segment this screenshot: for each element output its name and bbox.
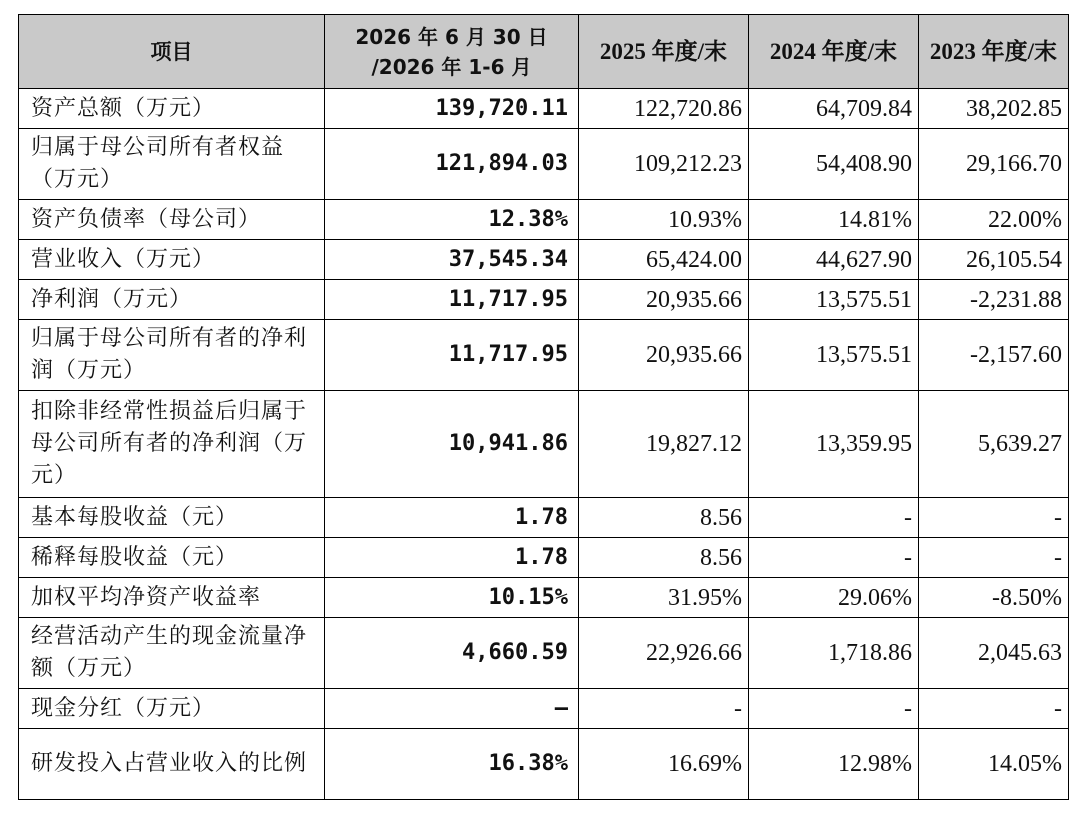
cell-2025: 109,212.23 [579, 129, 749, 200]
table-header-row [19, 15, 1069, 89]
cell-2024: 13,575.51 [749, 280, 919, 320]
row-label: 稀释每股收益（元） [19, 538, 325, 578]
cell-2023: -2,157.60 [919, 320, 1069, 391]
cell-2025: 20,935.66 [579, 320, 749, 391]
header-2023: 2023 年度/末 [919, 15, 1069, 89]
cell-2026: 11,717.95 [325, 320, 579, 391]
cell-2024: - [749, 538, 919, 578]
cell-2025: 10.93% [579, 200, 749, 240]
header-2025: 2025 年度/末 [579, 15, 749, 89]
cell-2026: 10,941.86 [325, 391, 579, 498]
row-label: 资产总额（万元） [19, 89, 325, 129]
cell-2024: 54,408.90 [749, 129, 919, 200]
cell-2025: 19,827.12 [579, 391, 749, 498]
table-row [19, 729, 1069, 800]
row-label: 资产负债率（母公司） [19, 200, 325, 240]
cell-2026: 4,660.59 [325, 618, 579, 689]
cell-2026: 1.78 [325, 538, 579, 578]
row-label: 基本每股收益（元） [19, 498, 325, 538]
table-row [19, 320, 1069, 391]
table-row [19, 578, 1069, 618]
cell-2026: 10.15% [325, 578, 579, 618]
cell-2025: 20,935.66 [579, 280, 749, 320]
header-2026-line2: /2026 年 1-6 月 [371, 54, 532, 79]
header-2026 [325, 15, 579, 89]
header-item: 项目 [19, 15, 325, 89]
cell-2023: 5,639.27 [919, 391, 1069, 498]
financial-indicators-table [18, 14, 1069, 800]
cell-2023: - [919, 538, 1069, 578]
row-label: 营业收入（万元） [19, 240, 325, 280]
cell-2023: -2,231.88 [919, 280, 1069, 320]
cell-2023: -8.50% [919, 578, 1069, 618]
row-label: 研发投入占营业收入的比例 [19, 729, 325, 800]
table-row [19, 280, 1069, 320]
cell-2025: 122,720.86 [579, 89, 749, 129]
cell-2026: 121,894.03 [325, 129, 579, 200]
cell-2026: 37,545.34 [325, 240, 579, 280]
row-label: 经营活动产生的现金流量净额（万元） [19, 618, 325, 689]
row-label: 净利润（万元） [19, 280, 325, 320]
cell-2025: - [579, 689, 749, 729]
cell-2023: 22.00% [919, 200, 1069, 240]
cell-2025: 22,926.66 [579, 618, 749, 689]
table-row [19, 240, 1069, 280]
cell-2026: 11,717.95 [325, 280, 579, 320]
cell-2023: - [919, 498, 1069, 538]
cell-2024: - [749, 689, 919, 729]
cell-2025: 65,424.00 [579, 240, 749, 280]
row-label: 现金分红（万元） [19, 689, 325, 729]
row-label: 加权平均净资产收益率 [19, 578, 325, 618]
cell-2025: 16.69% [579, 729, 749, 800]
cell-2023: 14.05% [919, 729, 1069, 800]
cell-2026: 1.78 [325, 498, 579, 538]
cell-2026: 12.38% [325, 200, 579, 240]
table-row [19, 129, 1069, 200]
cell-2024: 29.06% [749, 578, 919, 618]
table-row [19, 538, 1069, 578]
cell-2026: – [325, 689, 579, 729]
cell-2023: 38,202.85 [919, 89, 1069, 129]
cell-2024: 14.81% [749, 200, 919, 240]
cell-2024: 1,718.86 [749, 618, 919, 689]
financial-table-container [18, 14, 1069, 800]
cell-2026: 16.38% [325, 729, 579, 800]
cell-2023: 26,105.54 [919, 240, 1069, 280]
table-row [19, 498, 1069, 538]
row-label: 扣除非经常性损益后归属于母公司所有者的净利润（万元） [19, 391, 325, 498]
cell-2024: - [749, 498, 919, 538]
table-row [19, 89, 1069, 129]
table-row [19, 618, 1069, 689]
cell-2025: 8.56 [579, 498, 749, 538]
cell-2023: 2,045.63 [919, 618, 1069, 689]
cell-2025: 31.95% [579, 578, 749, 618]
header-2026-line1: 2026 年 6 月 30 日 [355, 24, 548, 49]
table-row [19, 200, 1069, 240]
cell-2024: 64,709.84 [749, 89, 919, 129]
header-2024: 2024 年度/末 [749, 15, 919, 89]
cell-2023: 29,166.70 [919, 129, 1069, 200]
row-label: 归属于母公司所有者权益（万元） [19, 129, 325, 200]
cell-2024: 44,627.90 [749, 240, 919, 280]
table-row [19, 689, 1069, 729]
row-label: 归属于母公司所有者的净利润（万元） [19, 320, 325, 391]
cell-2023: - [919, 689, 1069, 729]
cell-2024: 13,575.51 [749, 320, 919, 391]
cell-2026: 139,720.11 [325, 89, 579, 129]
cell-2024: 13,359.95 [749, 391, 919, 498]
table-row [19, 391, 1069, 498]
cell-2024: 12.98% [749, 729, 919, 800]
cell-2025: 8.56 [579, 538, 749, 578]
